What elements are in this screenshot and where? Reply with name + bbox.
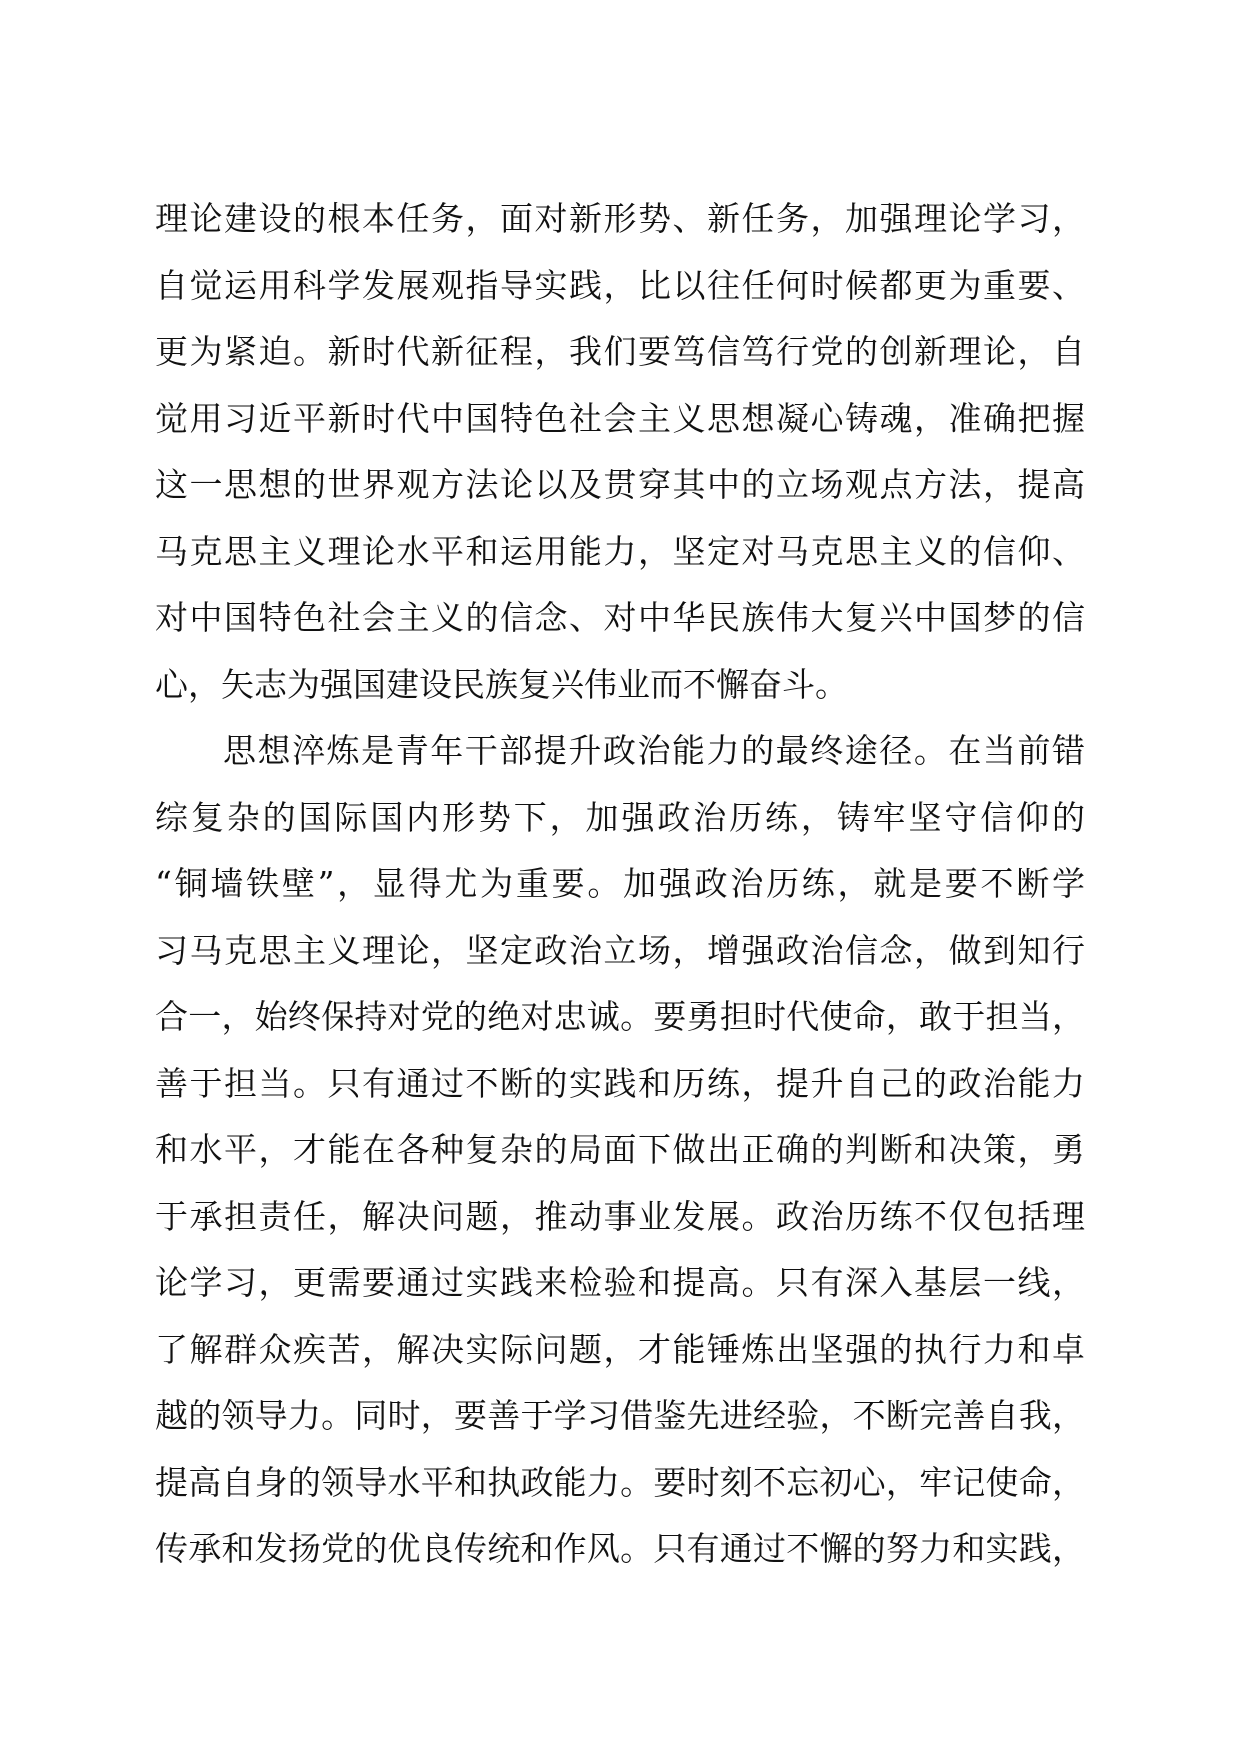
text-line: 更为紧迫。新时代新征程，我们要笃信笃行党的创新理论，自: [155, 332, 1085, 371]
text-line: 思想淬炼是青年干部提升政治能力的最终途径。在当前错: [223, 731, 1085, 770]
text-line: 心，矢志为强国建设民族复兴伟业而不懈奋斗。: [155, 664, 848, 704]
text-line: “铜墙铁壁”，显得尤为重要。加强政治历练，就是要不断学: [155, 864, 1085, 903]
text-line: 合一，始终保持对党的绝对忠诚。要勇担时代使命，敢于担当，: [155, 997, 1085, 1036]
text-line: 理论建设的根本任务，面对新形势、新任务，加强理论学习，: [155, 199, 1085, 238]
text-line: 善于担当。只有通过不断的实践和历练，提升自己的政治能力: [155, 1063, 1085, 1103]
text-line: 对中国特色社会主义的信念、对中华民族伟大复兴中国梦的信: [155, 598, 1085, 637]
text-line: 觉用习近平新时代中国特色社会主义思想凝心铸魂，准确把握: [155, 398, 1085, 438]
text-line: 综复杂的国际国内形势下，加强政治历练，铸牢坚守信仰的: [155, 797, 1085, 837]
text-line: 习马克思主义理论，坚定政治立场，增强政治信念，做到知行: [155, 930, 1085, 970]
text-line: 这一思想的世界观方法论以及贯穿其中的立场观点方法，提高: [155, 465, 1085, 504]
text-line: 论学习，更需要通过实践来检验和提高。只有深入基层一线，: [155, 1263, 1085, 1302]
text-line: 于承担责任，解决问题，推动事业发展。政治历练不仅包括理: [155, 1196, 1085, 1236]
body-text: [155, 186, 1085, 1583]
text-line: 自觉运用科学发展观指导实践，比以往任何时候都更为重要、: [155, 265, 1085, 305]
text-line: 和水平，才能在各种复杂的局面下做出正确的判断和决策，勇: [155, 1130, 1085, 1169]
paragraph-2: [155, 718, 1085, 1583]
paragraph-1: [155, 186, 1085, 718]
text-line: 提高自身的领导水平和执政能力。要时刻不忘初心，牢记使命，: [155, 1462, 1085, 1502]
text-line: 越的领导力。同时，要善于学习借鉴先进经验，不断完善自我，: [155, 1396, 1085, 1435]
text-line: 马克思主义理论水平和运用能力，坚定对马克思主义的信仰、: [155, 531, 1085, 571]
text-line: 了解群众疾苦，解决实际问题，才能锤炼出坚强的执行力和卓: [155, 1329, 1085, 1369]
text-line: 传承和发扬党的优良传统和作风。只有通过不懈的努力和实践，: [155, 1529, 1085, 1568]
